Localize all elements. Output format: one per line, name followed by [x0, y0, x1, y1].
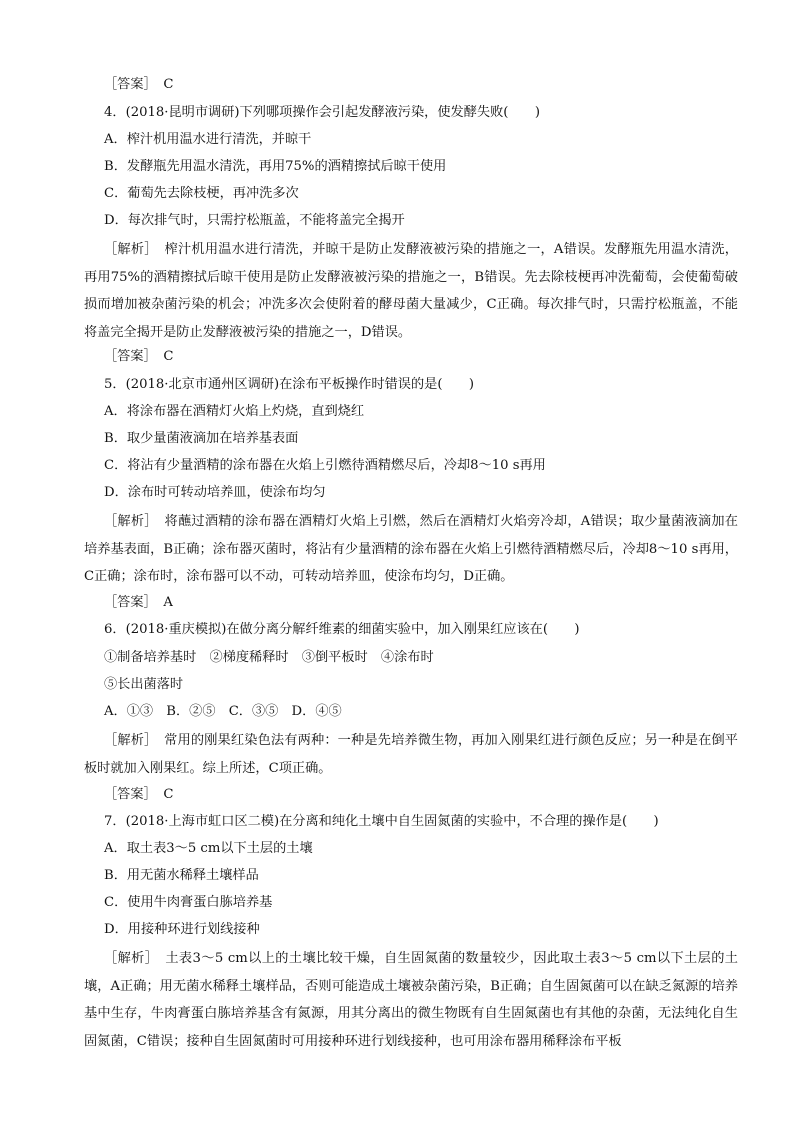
option-line: A．将涂布器在酒精灯火焰上灼烧，直到烧红	[104, 404, 365, 419]
option-line: C．将沾有少量酒精的涂布器在火焰上引燃待酒精燃尽后，冷却8～10 s再用	[104, 458, 546, 473]
option-line: D．每次排气时，只需拧松瓶盖，不能将盖完全揭开	[104, 213, 405, 228]
option-line: D．用接种环进行划线接种	[104, 922, 260, 937]
analysis-paragraph: ［解析］ 土表3～5 cm以上的土壤比较干燥，自生固氮菌的数量较少，因此取土表3～5 cm以下土层的土壤，A正确；用无菌水稀释土壤样品，否则可能造成土壤被杂菌污染，B正确；自生固氮菌可以在缺乏氮源的培养基中生存，牛肉膏蛋白胨培养基含有氮源，用其分离出的微生物既有自生固氮菌也有其他的杂菌，无法纯化自生固氮菌，C错误；接种自生固氮菌时可用接种环进行划线接种，也可用涂布器用稀释涂布平板	[84, 951, 738, 1049]
question-6: 6．(2018·重庆模拟)在做分离分解纤维素的细菌实验中，加入刚果红应该在( )	[104, 622, 580, 637]
answer-line: ［答案］ C	[104, 787, 174, 802]
option-line: A．榨汁机用温水进行清洗，并晾干	[104, 132, 312, 147]
question-5: 5．(2018·北京市通州区调研)在涂布平板操作时错误的是( )	[104, 377, 475, 392]
analysis-paragraph: ［解析］ 将蘸过酒精的涂布器在酒精灯火焰上引燃，然后在酒精灯火焰旁冷却，A错误；取少量菌液滴加在培养基表面，B正确；涂布器灭菌时，将沾有少量酒精的涂布器在火焰上引燃待酒精燃尽后，冷却8～10 s再用，C正确；涂布时，涂布器可以不动，可转动培养皿，使涂布均匀，D正确。	[84, 514, 738, 585]
analysis-paragraph: ［解析］ 常用的刚果红染色法有两种：一种是先培养微生物，再加入刚果红进行颜色反应；另一种是在倒平板时就加入刚果红。综上所述，C项正确。	[84, 733, 738, 776]
option-line: A．取土表3～5 cm以下土层的土壤	[104, 841, 313, 856]
option-line: C．使用牛肉膏蛋白胨培养基	[104, 895, 273, 910]
option-line: C．葡萄先去除枝梗，再冲洗多次	[104, 186, 299, 201]
option-line: ①制备培养基时 ②梯度稀释时 ③倒平板时 ④涂布时	[104, 650, 434, 665]
option-line: B．发酵瓶先用温水清洗，再用75%的酒精擦拭后晾干使用	[104, 159, 447, 174]
option-line: A．①③ B．②⑤ C．③⑤ D．④⑤	[104, 704, 342, 719]
option-line: ⑤长出菌落时	[104, 677, 184, 692]
option-line: D．涂布时可转动培养皿，使涂布均匀	[104, 485, 326, 500]
question-4: 4．(2018·昆明市调研)下列哪项操作会引起发酵液污染，使发酵失败( )	[104, 105, 540, 120]
answer-line: ［答案］ C	[104, 349, 174, 364]
question-7: 7．(2018·上海市虹口区二模)在分离和纯化土壤中自生固氮菌的实验中，不合理的操作是( )	[104, 814, 659, 829]
analysis-paragraph: ［解析］ 榨汁机用温水进行清洗，并晾干是防止发酵液被污染的措施之一，A错误。发酵瓶先用温水清洗，再用75%的酒精擦拭后晾干使用是防止发酵液被污染的措施之一，B错误。先去除枝梗再冲洗葡萄，会使葡萄破损而增加被杂菌污染的机会；冲洗多次会使附着的酵母菌大量减少，C正确。每次排气时，只需拧松瓶盖，不能将盖完全揭开是防止发酵液被污染的措施之一，D错误。	[84, 242, 738, 340]
option-line: B．取少量菌液滴加在培养基表面	[104, 431, 299, 446]
answer-line: ［答案］ C	[104, 77, 174, 92]
answer-line: ［答案］ A	[104, 595, 173, 610]
option-line: B．用无菌水稀释土壤样品	[104, 868, 259, 883]
